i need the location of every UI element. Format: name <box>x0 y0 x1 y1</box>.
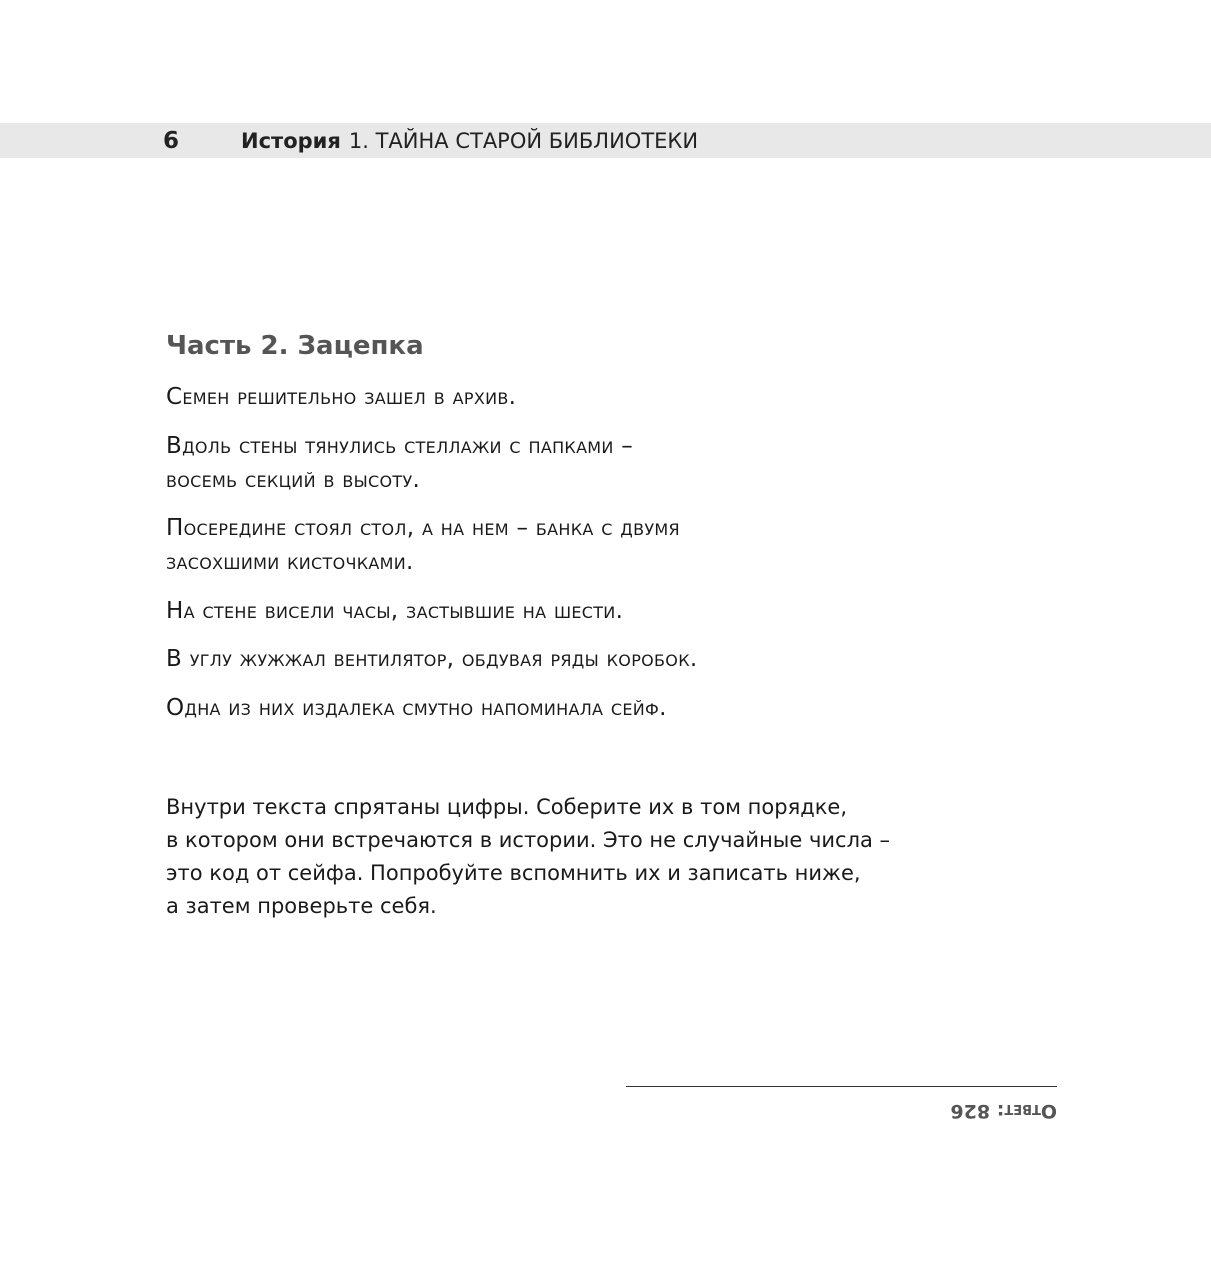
story-paragraph-6 <box>166 691 926 725</box>
story-line: Посередине стоял стол, а на нем – банка с двумя <box>166 515 680 541</box>
story-line: В углу жужжал вентилятор, обдувая ряды коробок. <box>166 646 698 672</box>
running-head-number: 1. <box>348 129 369 153</box>
instructions-line: это код от сейфа. Попробуйте вспомнить их и записать ниже, <box>166 861 861 885</box>
running-head <box>241 127 698 155</box>
instructions <box>166 791 966 923</box>
story-paragraph-5 <box>166 642 926 676</box>
story-paragraph-1 <box>166 380 926 414</box>
story-line: Семен решительно зашел в архив. <box>166 384 517 410</box>
running-head-label: История <box>241 129 341 153</box>
story-paragraph-4 <box>166 594 926 628</box>
section-heading: Часть 2. Зацепка <box>166 331 424 361</box>
instructions-line: Внутри текста спрятаны цифры. Соберите их в том порядке, <box>166 795 848 819</box>
story-line: засохшими кисточками. <box>166 549 414 575</box>
story-line: Вдоль стены тянулись стеллажи с папками – <box>166 433 634 459</box>
page-number: 6 <box>163 128 180 154</box>
story-line: Одна из них издалека смутно напоминала сейф. <box>166 695 667 721</box>
answer-upside-down: Ответ: 826 <box>950 1100 1057 1122</box>
story-paragraph-2 <box>166 429 926 497</box>
story-line: восемь секций в высоту. <box>166 467 421 493</box>
answer-write-line <box>626 1086 1057 1087</box>
instructions-line: а затем проверьте себя. <box>166 894 437 918</box>
story-paragraph-3 <box>166 511 926 579</box>
story-line: На стене висели часы, застывшие на шести. <box>166 598 624 624</box>
instructions-line: в котором они встречаются в истории. Это не случайные числа – <box>166 828 891 852</box>
running-head-title: ТАЙНА СТАРОЙ БИБЛИОТЕКИ <box>375 129 699 153</box>
